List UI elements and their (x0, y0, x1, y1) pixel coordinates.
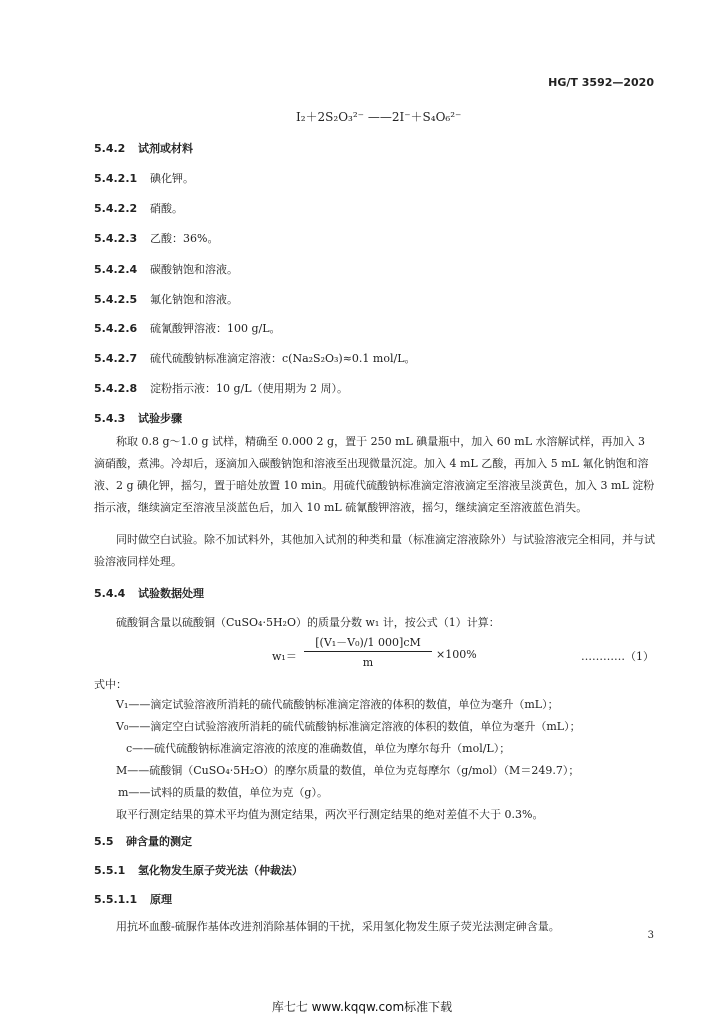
section-heading: 5.4.3 试验步骤 (94, 412, 182, 425)
blank-test-paragraph: 同时做空白试验。除不加试料外，其他加入试剂的种类和量（标准滴定溶液除外）与试验溶液完全相同，并与试验溶液同样处理。 (94, 533, 655, 568)
formula-number: …………（1） (581, 650, 654, 663)
formula-intro: 硫酸铜含量以硫酸铜（CuSO₄·5H₂O）的质量分数 w₁ 计，按公式（1）计算： (116, 616, 500, 629)
principle-text: 用抗坏血酸-硫脲作基体改进剂消除基体铜的干扰，采用氢化物发生原子荧光法测定砷含量。 (116, 920, 560, 933)
section-heading: 5.5.1 氢化物发生原子荧光法（仲裁法） (94, 864, 303, 877)
reagent-item: 5.4.2.4 碳酸钠饱和溶液。 (94, 263, 238, 276)
reagent-item: 5.4.2.5 氟化钠饱和溶液。 (94, 293, 238, 306)
definition-m-mass: m——试料的质量的数值，单位为克（g）。 (118, 786, 328, 799)
reagent-item: 5.4.2.6 硫氰酸钾溶液：100 g/L。 (94, 322, 281, 335)
section-heading: 5.4.2 试剂或材料 (94, 142, 193, 155)
reagent-item: 5.4.2.2 硝酸。 (94, 202, 183, 215)
section-heading: 5.4.4 试验数据处理 (94, 587, 204, 600)
page-number: 3 (647, 930, 654, 941)
section-heading: 5.5 砷含量的测定 (94, 835, 192, 848)
formula-denominator: m (362, 656, 374, 669)
section-heading: 5.5.1.1 原理 (94, 893, 172, 906)
standard-code: HG/T 3592—2020 (548, 76, 654, 89)
definition-v1: V₁——滴定试验溶液所消耗的硫代硫酸钠标准滴定溶液的体积的数值，单位为毫升（mL）； (116, 698, 559, 711)
watermark-footer: 库七七 www.kqqw.com标准下载 (271, 1000, 453, 1014)
formula-lhs: w₁＝ (272, 650, 297, 663)
definition-v0: V₀——滴定空白试验溶液所消耗的硫代硫酸钠标准滴定溶液的体积的数值，单位为毫升（mL）； (116, 720, 581, 733)
reagent-item: 5.4.2.7 硫代硫酸钠标准滴定溶液：c(Na₂S₂O₃)≈0.1 mol/L。 (94, 352, 416, 365)
where-label: 式中： (94, 678, 127, 691)
formula-rhs: ×100% (436, 648, 477, 661)
definition-m-molar: M——硫酸铜（CuSO₄·5H₂O）的摩尔质量的数值，单位为克每摩尔（g/mol）（M＝249.7）； (116, 764, 580, 777)
definition-c: c——硫代硫酸钠标准滴定溶液的浓度的准确数值，单位为摩尔每升（mol/L）； (126, 742, 511, 755)
procedure-paragraph: 称取 0.8 g～1.0 g 试样，精确至 0.000 2 g，置于 250 mL 碘量瓶中，加入 60 mL 水溶解试样，再加入 3 滴硝酸，煮沸。冷却后，逐滴加入碳酸钠饱和溶液至出现微量沉淀。加入 4 mL 乙酸，再加入 5 mL 氟化钠饱和溶液、2 g 碘化钾，摇匀，置于暗处放置 10 min。用硫代硫酸钠标准滴定溶液滴定至溶液呈淡黄色，加入 3 mL 淀粉指示液，继续滴定至溶液呈淡蓝色后，加入 10 mL 硫氰酸钾溶液，摇匀，继续滴定至溶液蓝色消失。 (94, 435, 655, 514)
reaction-equation: I₂＋2S₂O₃²⁻ ——2I⁻＋S₄O₆²⁻ (296, 110, 462, 124)
reagent-item: 5.4.2.8 淀粉指示液：10 g/L（使用期为 2 周）。 (94, 382, 349, 395)
fraction-bar (304, 651, 432, 652)
formula-numerator: [(V₁－V₀)/1 000]cM (315, 636, 421, 649)
reagent-item: 5.4.2.1 碘化钾。 (94, 172, 194, 185)
reagent-item: 5.4.2.3 乙酸：36%。 (94, 232, 219, 245)
conclusion-text: 取平行测定结果的算术平均值为测定结果，两次平行测定结果的绝对差值不大于 0.3%。 (116, 808, 544, 821)
